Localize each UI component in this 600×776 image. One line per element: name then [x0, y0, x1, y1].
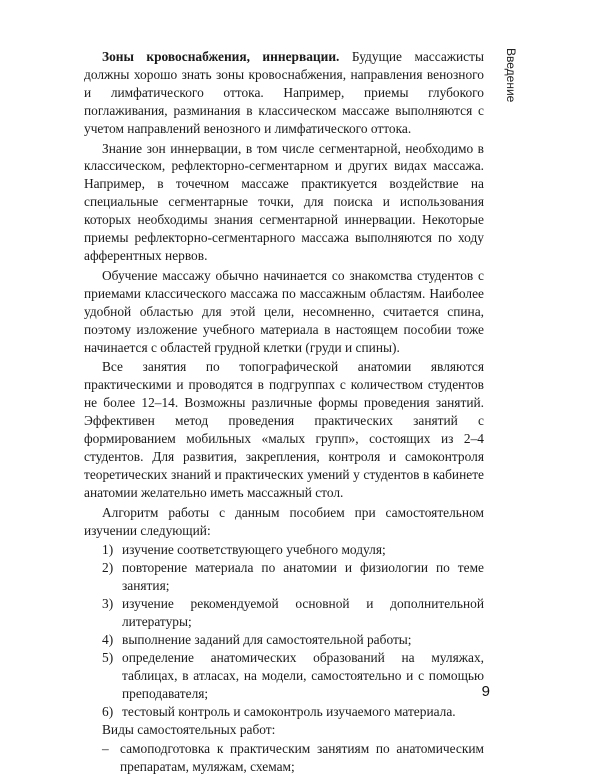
list-number: 1) — [102, 542, 114, 558]
paragraph: Знание зон иннервации, в том числе сегментарной, необходимо в классическом, рефлекторно-сегментарном и других видах массажа. Например, в точечном массаже практикуется воздействие на специальные сегментарные точки, для поиска и использования которых необходимы знания сегментарной иннервации. Некоторые приемы рефлекторно-сегментарного массажа выполняются по ходу афферентных нервов. — [84, 140, 484, 263]
work-types-heading: Виды самостоятельных работ: — [102, 721, 276, 737]
paragraph: Обучение массажу обычно начинается со знакомства студентов с приемами классического массажа по массажным областям. Наиболее удобной областью для этой цели, несомненно, считается спина, поэтому изложение учебного материала в настоящем пособии тоже начинается с областей грудной клетки (груди и спины). — [84, 267, 484, 355]
list-number: 2) — [102, 560, 114, 576]
list-item — [84, 649, 484, 703]
list-number: 4) — [102, 632, 114, 647]
list-item — [84, 559, 484, 595]
list-text: повторение материала по анатомии и физиологии по теме занятия; — [122, 560, 484, 594]
list-number: 5) — [102, 649, 114, 665]
section-tab: Введение — [504, 48, 518, 103]
list-text: тестовый контроль и самоконтроль изучаемого материала. — [122, 703, 456, 719]
algorithm-list — [84, 541, 484, 720]
list-item — [84, 541, 484, 559]
list-item — [84, 740, 484, 776]
dash-mark: – — [102, 741, 109, 757]
paragraph-lead: Зоны кровоснабжения, иннервации. — [102, 49, 340, 64]
page-number: 9 — [481, 683, 490, 700]
list-number: 3) — [102, 596, 114, 612]
list-item — [84, 595, 484, 631]
list-item — [84, 631, 484, 649]
paragraph: Все занятия по топографической анатомии являются практическими и проводятся в подгруппах с количеством студентов не более 12–14. Возможны различные формы проведения занятий. Эффективен метод проведения практических занятий с формированием мобильных «малых групп», состоящих из 2–4 студентов. Для развития, закрепления, контроля и самоконтроля теоретических знаний и практических умений у студентов в кабинете анатомии желательно иметь массажный стол. — [84, 359, 484, 500]
list-text: самоподготовка к практическим занятиям по анатомическим препаратам, муляжам, схемам; — [120, 741, 484, 775]
paragraph-text: Будущие массажисты должны хорошо знать зоны кровоснабжения, направления венозного и лимфатического оттока. Например, приемы глубокого поглаживания, разминания в классическом массаже выполняются с учетом направлений венозного и лимфатического оттока. — [84, 49, 484, 136]
list-number: 6) — [102, 703, 114, 719]
list-item — [84, 703, 484, 721]
body-text — [84, 48, 484, 776]
list-text: изучение рекомендуемой основной и дополнительной литературы; — [122, 596, 484, 630]
list-text: определение анатомических образований на муляжах, таблицах, в атласах, на модели, самостоятельно и с помощью преподавателя; — [122, 649, 484, 701]
paragraph — [84, 48, 484, 138]
paragraph: Алгоритм работы с данным пособием при самостоятельном изучении следующий: — [84, 504, 484, 538]
list-text: изучение соответствующего учебного модуля; — [122, 542, 386, 558]
list-text: выполнение заданий для самостоятельной работы; — [122, 632, 412, 647]
